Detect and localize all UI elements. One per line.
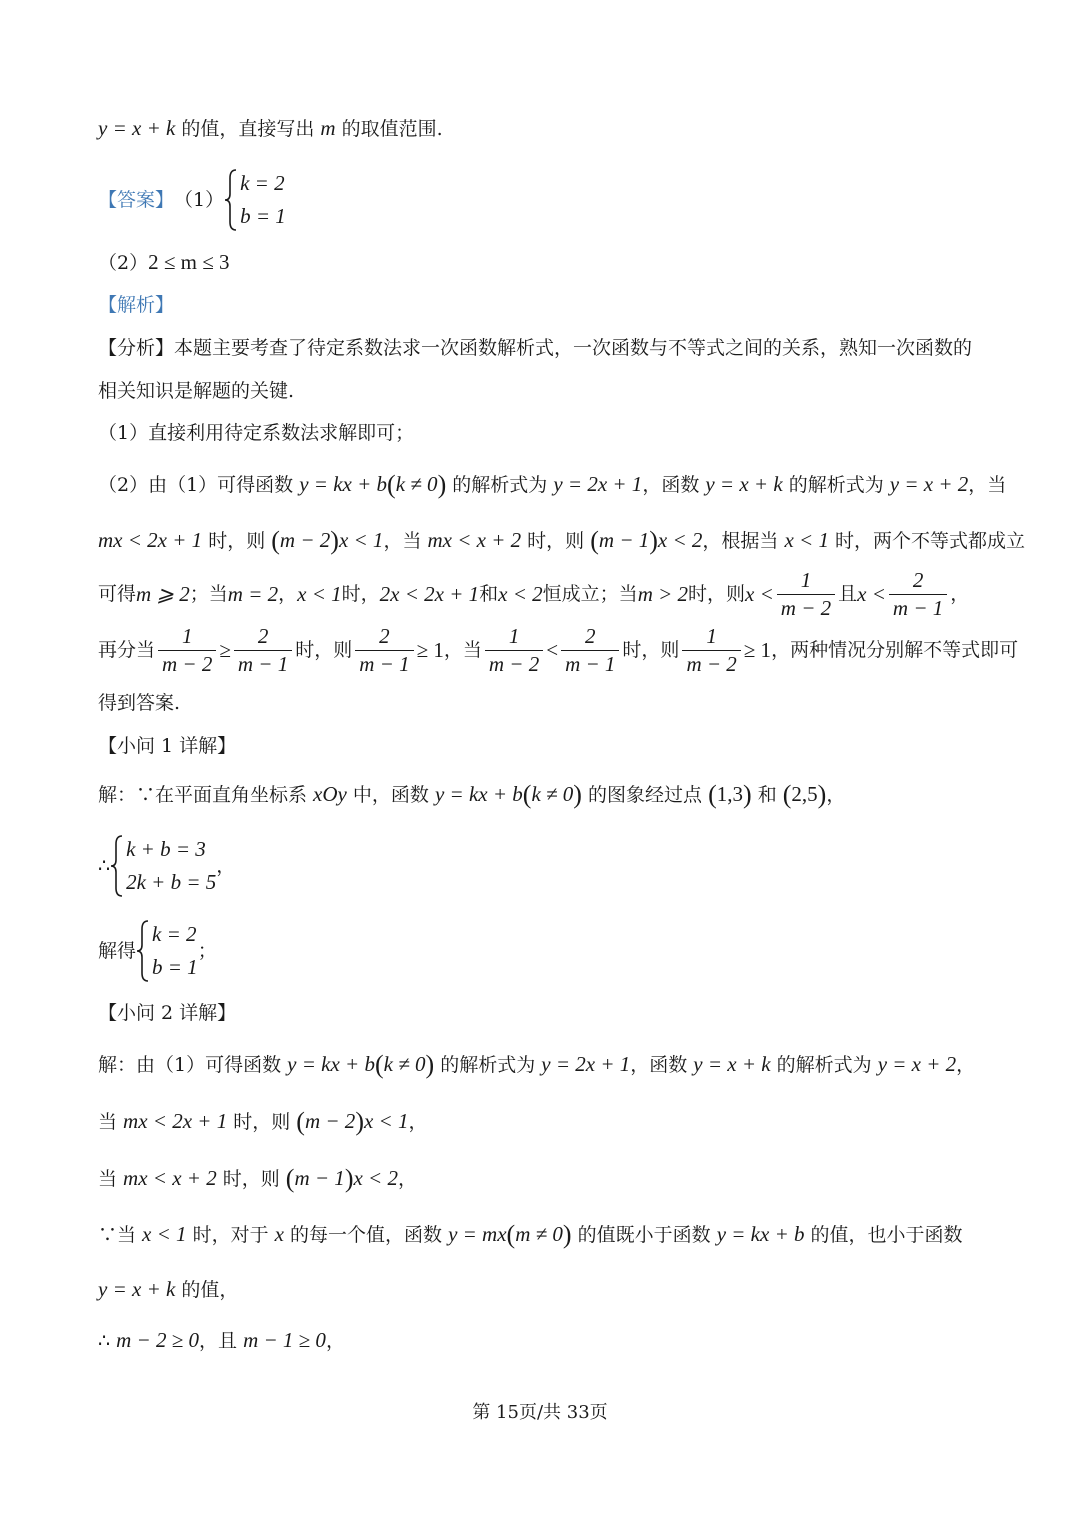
- text: 时，对于: [186, 1224, 275, 1246]
- text: ，当: [383, 530, 428, 552]
- text: 时，则: [295, 639, 353, 661]
- analysis-label: 【解析】: [98, 294, 175, 316]
- math-var: x: [274, 1222, 284, 1246]
- math-expr: y = x + 2: [877, 1052, 957, 1076]
- math-expr: y = kx + b: [287, 1052, 375, 1076]
- math-expr: m − 1: [598, 528, 650, 552]
- system-row: k + b = 3: [126, 837, 206, 861]
- math-expr: ≥ 1: [416, 638, 444, 662]
- math-expr: 1,3: [716, 782, 743, 806]
- answer-system: [224, 168, 286, 232]
- q2-line-2: 当 mx < 2x + 1 时，则 (m − 2)x < 1，: [98, 1107, 428, 1136]
- math-expr: mx < x + 2: [427, 528, 522, 552]
- brace-icon: [110, 834, 124, 898]
- text: 解得: [98, 939, 137, 962]
- q1-label: 【小问 1 详解】: [98, 735, 237, 757]
- fraction: $\frac{2}{m - 1}$: [889, 570, 947, 619]
- text: ，函数: [630, 1054, 694, 1076]
- text: 本题主要考查了待定系数法求一次函数解析式，一次函数与不等式之间的关系，熟知一次函数的: [174, 337, 973, 359]
- text: 时，则: [202, 530, 272, 552]
- math-expr: y = 2x + 1: [541, 1052, 631, 1076]
- text: ，当: [443, 639, 482, 661]
- answer-label: 【答案】: [98, 188, 175, 211]
- fraction: $\frac{2}{m - 1}$: [561, 626, 619, 675]
- fenxi-line-7: [98, 626, 1018, 675]
- math-expr: ≥ 1: [743, 638, 772, 662]
- math-expr: mx < x + 2: [123, 1166, 217, 1190]
- math-expr: y = kx + b: [716, 1222, 805, 1246]
- math-expr: x < 1: [363, 1109, 409, 1133]
- text: 时，则: [521, 530, 591, 552]
- text: 且: [838, 583, 858, 605]
- text: 的取值范围.: [335, 118, 443, 140]
- text: 的解析式为: [782, 474, 890, 496]
- math-expr: m ≠ 0: [515, 1222, 563, 1246]
- text: ，: [325, 1330, 345, 1352]
- math-expr: x < 2: [353, 1166, 398, 1190]
- fraction: $\frac{1}{m - 2}$: [485, 626, 543, 675]
- q1-line-1: 解：∵在平面直角坐标系 xOy 中，函数 y = kx + b(k ≠ 0) 的图象经过点 (1,3) 和 (2,5)，: [98, 780, 846, 809]
- answer-part2: [98, 252, 229, 273]
- text: ，: [278, 583, 298, 605]
- math-expr: y = x + k: [98, 116, 176, 140]
- intro-line: [98, 118, 443, 139]
- brace-icon: [136, 919, 150, 983]
- text: 和: [479, 583, 499, 605]
- system-row: 2k + b = 5: [126, 869, 217, 894]
- fenxi-label: 【分析】: [98, 337, 175, 359]
- math-expr: y = x + 2: [889, 472, 969, 496]
- text: 的图象经过点: [581, 784, 709, 806]
- text: ，根据当: [702, 530, 785, 552]
- math-expr: mx < 2x + 1: [123, 1109, 228, 1133]
- math-expr: m ⩾ 2: [136, 582, 190, 606]
- fraction: $\frac{1}{m - 2}$: [158, 626, 216, 675]
- q1-system-line: [98, 834, 235, 898]
- text: 中，函数: [346, 784, 435, 806]
- text: 时，则: [227, 1111, 297, 1133]
- text: 的解析式为: [434, 1054, 542, 1076]
- math-expr: m − 1 ≥ 0: [243, 1328, 326, 1352]
- text: 时，两个不等式都成立: [828, 530, 1026, 552]
- q2-line-3: 当 mx < x + 2 时，则 (m − 1)x < 2，: [98, 1164, 417, 1193]
- solution-system: [136, 919, 198, 983]
- math-expr: x < 1: [142, 1222, 187, 1246]
- math-expr: x < 1: [784, 528, 829, 552]
- text: ，: [950, 583, 970, 605]
- math-expr: y = x + k: [693, 1052, 771, 1076]
- fraction: $\frac{1}{m - 2}$: [777, 570, 835, 619]
- text: ，函数: [642, 474, 706, 496]
- math-expr: k ≠ 0: [531, 782, 574, 806]
- fraction: $\frac{1}{m - 2}$: [682, 626, 740, 675]
- math-expr: x <: [745, 582, 774, 606]
- fenxi-line-2: 相关知识是解题的关键.: [98, 380, 295, 402]
- text: ，且: [199, 1330, 244, 1352]
- math-expr: x < 1: [297, 582, 342, 606]
- fraction: $\frac{2}{m - 1}$: [355, 626, 413, 675]
- text: 的值，也小于函数: [804, 1224, 963, 1246]
- system-row: b = 1: [240, 203, 286, 228]
- math-expr: m − 2 ≥ 0: [116, 1328, 200, 1352]
- text: ，两种情况分别解不等式即可: [771, 639, 1019, 661]
- q2-line-5: [98, 1279, 238, 1300]
- text: ；: [197, 939, 217, 962]
- math-expr: x <: [857, 582, 886, 606]
- text: 的值，直接写出: [175, 118, 321, 140]
- text: ；当: [189, 583, 228, 605]
- fenxi-line-1: [98, 339, 972, 358]
- math-expr: mx < 2x + 1: [98, 528, 203, 552]
- page-footer: 第 15页/共 33页: [472, 1402, 608, 1423]
- text: 的每一个值，函数: [283, 1224, 449, 1246]
- text: ，当: [968, 474, 1007, 496]
- text: 解：由（1）可得函数: [98, 1054, 288, 1076]
- math-expr: y = kx + b: [434, 782, 523, 806]
- math-expr: m = 2: [227, 582, 279, 606]
- fenxi-line-6: [98, 570, 969, 619]
- math-expr: m − 2: [279, 528, 331, 552]
- math-expr: y = kx + b: [299, 472, 388, 496]
- q2-label: 【小问 2 详解】: [98, 1002, 237, 1024]
- math-expr: m > 2: [637, 582, 689, 606]
- math-op: <: [546, 638, 559, 662]
- equation-system: [110, 834, 216, 898]
- math-expr: k ≠ 0: [383, 1052, 426, 1076]
- text: 当: [98, 1168, 124, 1190]
- text: 的解析式为: [446, 474, 554, 496]
- text: ，: [826, 784, 846, 806]
- fenxi-line-5: mx < 2x + 1 时，则 (m − 2)x < 1，当 mx < x + 2 时，则 (m − 1)x < 2，根据当 x < 1 时，两个不等式都成立: [98, 526, 1026, 555]
- math-expr: x < 2: [657, 528, 703, 552]
- part2-label: （2）: [98, 252, 149, 274]
- fenxi-line-3: （1）直接利用待定系数法求解即可；: [98, 422, 415, 444]
- text: 解：∵在平面直角坐标系: [98, 784, 314, 806]
- system-row: b = 1: [152, 954, 198, 979]
- text: 时，则: [622, 639, 680, 661]
- fenxi-line-8: 得到答案.: [98, 692, 181, 714]
- q2-line-4: ∵当 x < 1 时，对于 x 的每一个值，函数 y = mx(m ≠ 0) 的值既小于函数 y = kx + b 的值，也小于函数: [98, 1220, 963, 1249]
- text: （2）由（1）可得函数: [98, 474, 300, 496]
- text: 的值，: [175, 1279, 239, 1301]
- text: 可得: [98, 583, 137, 605]
- q1-solve-line: [98, 919, 217, 983]
- text: 时，则: [688, 583, 746, 605]
- math-expr: m − 1: [294, 1166, 345, 1190]
- math-expr: x < 1: [338, 528, 384, 552]
- text: ∴: [98, 1330, 117, 1352]
- math-expr: y = x + k: [98, 1277, 176, 1301]
- therefore-symbol: ∴: [98, 854, 111, 877]
- text: 再分当: [98, 639, 156, 661]
- math-expr: m − 2: [304, 1109, 356, 1133]
- math-expr: 2x < 2x + 1: [379, 582, 480, 606]
- system-row: k = 2: [240, 171, 285, 195]
- brace-icon: [224, 168, 238, 232]
- fenxi-line-4: （2）由（1）可得函数 y = kx + b(k ≠ 0) 的解析式为 y = 2x + 1，函数 y = x + k 的解析式为 y = x + 2，当: [98, 470, 1007, 499]
- math-expr: k ≠ 0: [395, 472, 438, 496]
- q2-line-1: 解：由（1）可得函数 y = kx + b(k ≠ 0) 的解析式为 y = 2x + 1，函数 y = x + k 的解析式为 y = x + 2，: [98, 1050, 976, 1079]
- math-expr: xOy: [313, 782, 347, 806]
- text: ，: [397, 1168, 417, 1190]
- text: ，: [216, 854, 236, 877]
- text: ，: [408, 1111, 428, 1133]
- fraction: $\frac{2}{m - 1}$: [234, 626, 292, 675]
- math-var: m: [320, 116, 336, 140]
- math-expr: 2 ≤ m ≤ 3: [148, 250, 230, 274]
- text: 和: [751, 784, 783, 806]
- text: ，: [956, 1054, 976, 1076]
- math-expr: y = 2x + 1: [553, 472, 643, 496]
- text: 的解析式为: [770, 1054, 878, 1076]
- math-expr: 2,5: [791, 782, 818, 806]
- text: 时，: [341, 583, 380, 605]
- text: 当: [98, 1111, 124, 1133]
- system-row: k = 2: [152, 922, 197, 946]
- text: 的值既小于函数: [571, 1224, 717, 1246]
- text: ∵当: [98, 1224, 143, 1246]
- part1-label: （1）: [174, 188, 225, 211]
- math-expr: y = mx: [448, 1222, 507, 1246]
- math-op: ≥: [219, 638, 231, 662]
- math-expr: x < 2: [498, 582, 543, 606]
- answer-line: [98, 168, 286, 232]
- math-expr: y = x + k: [705, 472, 783, 496]
- text: 时，则: [216, 1168, 286, 1190]
- text: 恒成立；当: [542, 583, 638, 605]
- q2-line-6: [98, 1330, 345, 1351]
